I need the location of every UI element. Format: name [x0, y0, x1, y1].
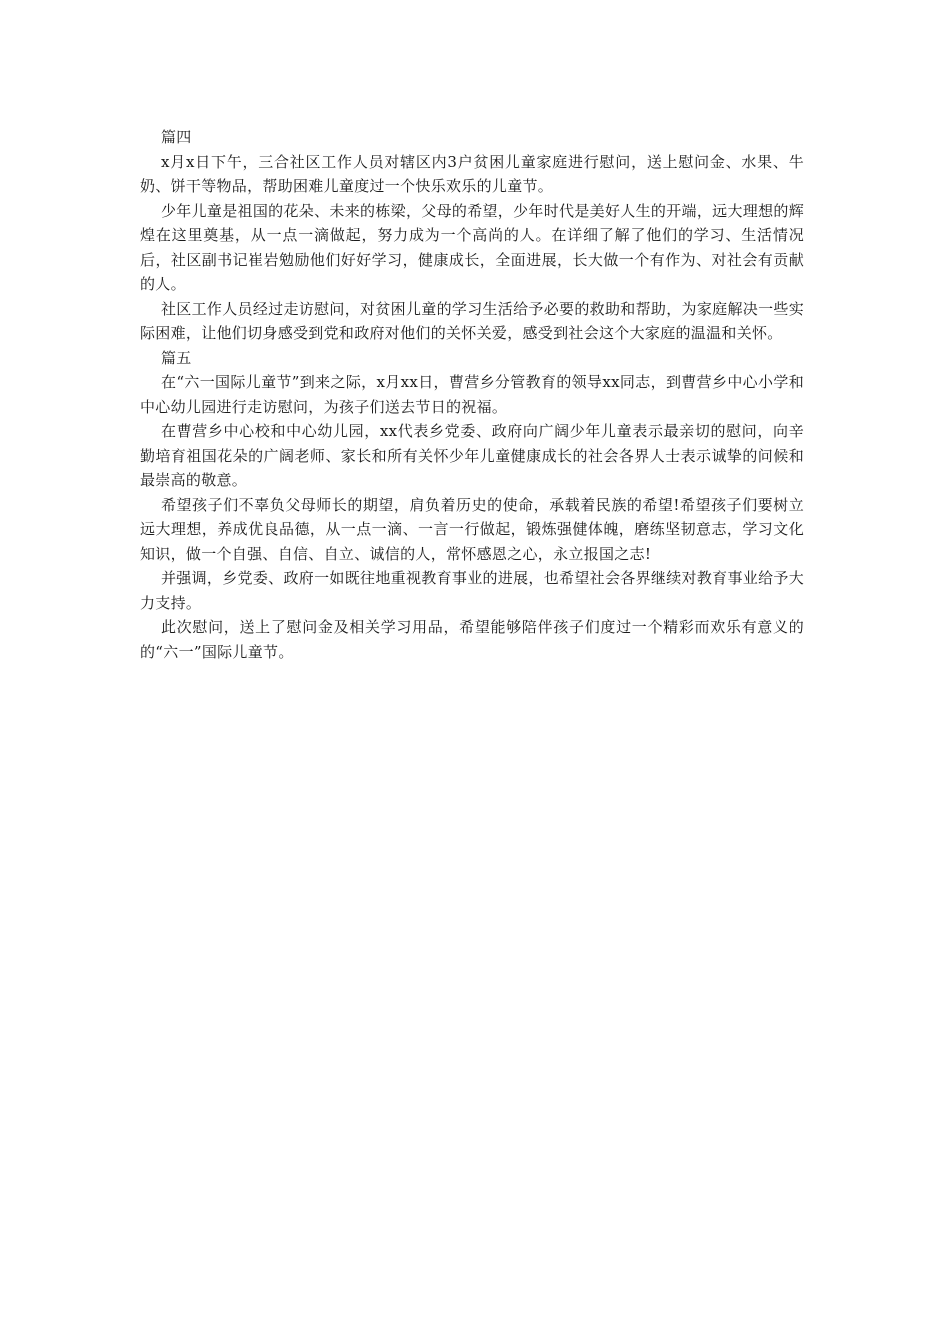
paragraph: 并强调，乡党委、政府一如既往地重视教育事业的进展，也希望社会各界继续对教育事业给予大力支持。 — [140, 569, 804, 612]
paragraph: 在曹营乡中心校和中心幼儿园，xx代表乡党委、政府向广阔少年儿童表示最亲切的慰问，向辛勤培育祖国花朵的广阔老师、家长和所有关怀少年儿童健康成长的社会各界人士表示诚挚的问候和最崇高的敬意。 — [140, 422, 804, 489]
paragraph: 此次慰问，送上了慰问金及相关学习用品，希望能够陪伴孩子们度过一个精彩而欢乐有意义的的“六一”国际儿童节。 — [140, 618, 804, 661]
paragraph: 社区工作人员经过走访慰问，对贫困儿童的学习生活给予必要的救助和帮助，为家庭解决一些实际困难，让他们切身感受到党和政府对他们的关怀关爱，感受到社会这个大家庭的温温和关怀。 — [140, 299, 804, 342]
section-heading-5: 篇五 — [161, 348, 192, 367]
document-body — [140, 125, 804, 664]
section-heading-4: 篇四 — [161, 128, 192, 146]
paragraph: x月x日下午，三合社区工作人员对辖区内3户贫困儿童家庭进行慰问，送上慰问金、水果、牛奶、饼干等物品，帮助困难儿童度过一个快乐欢乐的儿童节。 — [140, 152, 804, 195]
paragraph: 少年儿童是祖国的花朵、未来的栋梁，父母的希望，少年时代是美好人生的开端，远大理想的辉煌在这里奠基，从一点一滴做起，努力成为一个高尚的人。在详细了解了他们的学习、生活情况后，社区副书记崔岩勉励他们好好学习，健康成长，全面进展，长大做一个有作为、对社会有贡献的人。 — [140, 201, 804, 293]
paragraph: 希望孩子们不辜负父母师长的期望，肩负着历史的使命，承载着民族的希望!希望孩子们要树立远大理想，养成优良品德，从一点一滴、一言一行做起，锻炼强健体魄，磨练坚韧意志，学习文化知识，做一个自强、自信、自立、诚信的人，常怀感恩之心，永立报国之志! — [140, 495, 804, 563]
paragraph: 在“六一国际儿童节”到来之际，x月xx日，曹营乡分管教育的领导xx同志，到曹营乡中心小学和中心幼儿园进行走访慰问，为孩子们送去节日的祝福。 — [140, 373, 804, 416]
